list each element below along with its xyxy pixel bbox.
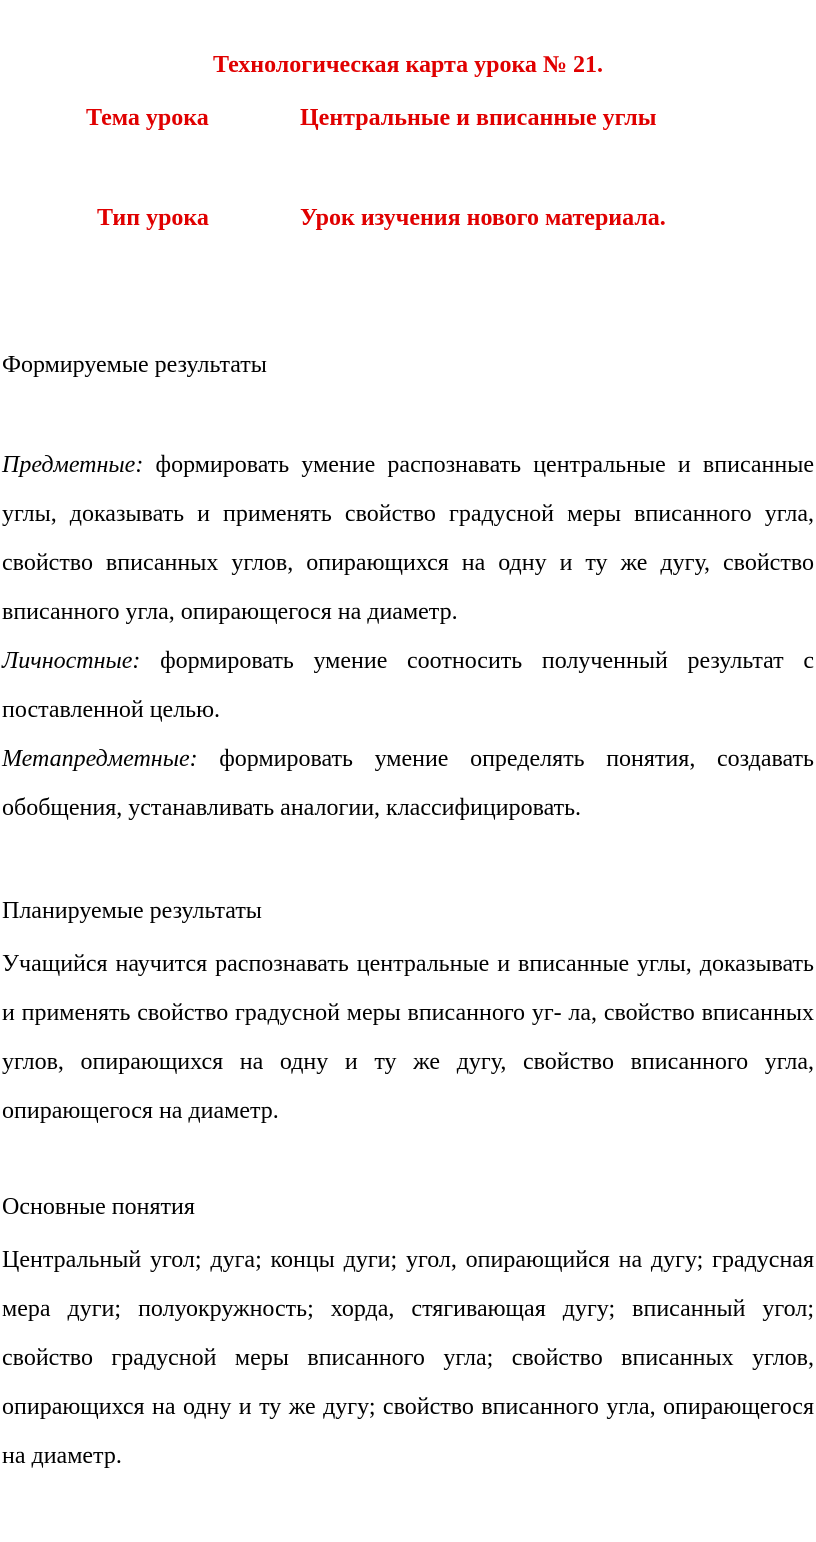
topic-value: Центральные и вписанные углы (300, 105, 657, 131)
planned-results-text: Учащийся научится распознавать центральные и вписанные углы, доказывать и применять свойство градусной меры вписанного уг- ла, свойство вписанных углов, опирающихся на одну и ту же дугу, свойство вписанного угла, опирающегося на диаметр. (2, 951, 814, 1124)
formed-results-body (2, 441, 814, 833)
subject-results-label: Предметные: (2, 452, 144, 478)
personal-results-label: Личностные: (2, 648, 141, 674)
meta-results-label: Метапредметные: (2, 746, 198, 772)
basic-concepts-heading: Основные понятия (2, 1194, 195, 1220)
topic-label: Тема урока (86, 105, 209, 131)
planned-results-heading: Планируемые результаты (2, 898, 262, 924)
subject-results-paragraph (2, 441, 814, 637)
lesson-type-value: Урок изучения нового материала. (300, 205, 666, 231)
personal-results-paragraph (2, 637, 814, 735)
subject-results-text: формировать умение распознавать центральные и вписанные углы, доказывать и применять свойство градусной меры вписанного угла, свойство вписанных углов, опирающихся на одну и ту же дугу, свойство вписанного угла, опирающегося на диаметр. (2, 452, 815, 625)
basic-concepts-text: Центральный угол; дуга; концы дуги; угол, опирающийся на дугу; градусная мера дуги; полуокружность; хорда, стягивающая дугу; вписанный угол; свойство градусной меры вписанного угла; свойство вписанных углов, опирающихся на одну и ту же дугу; свойство вписанного угла, опирающегося на диаметр. (2, 1247, 814, 1469)
meta-results-paragraph (2, 735, 814, 833)
personal-results-text: формировать умение соотносить полученный результат с поставленной целью. (2, 648, 814, 723)
formed-results-heading: Формируемые результаты (2, 352, 267, 378)
lesson-type-label: Тип урока (97, 205, 209, 231)
document-title: Технологическая карта урока № 21. (212, 52, 604, 78)
meta-results-text: формировать умение определять понятия, создавать обобщения, устанавливать аналогии, классифицировать. (2, 746, 814, 821)
